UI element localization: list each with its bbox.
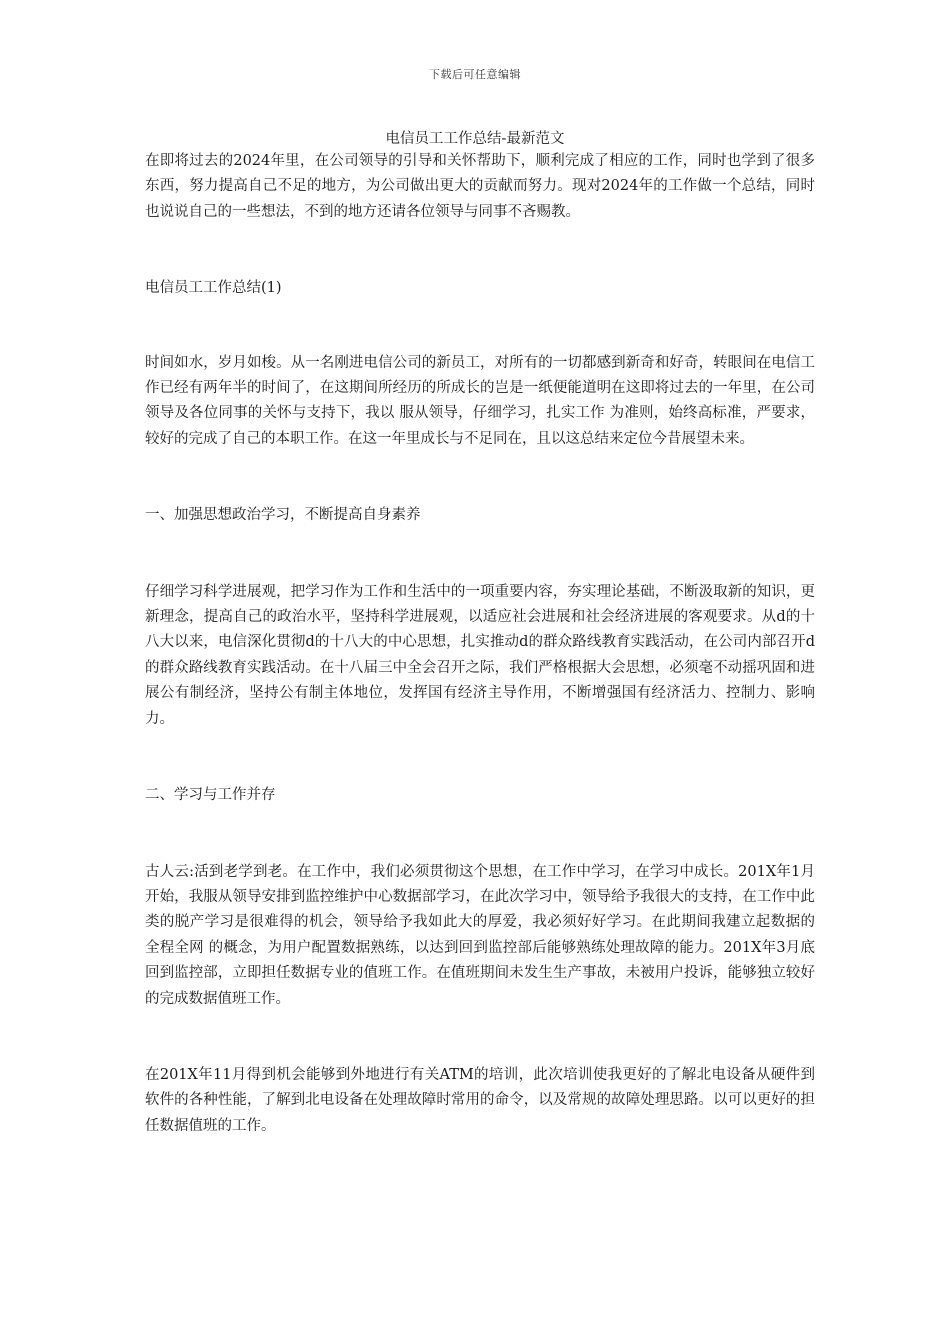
document-body (145, 149, 815, 1139)
spacer (145, 809, 815, 860)
intro-paragraph: 在即将过去的2024年里，在公司领导的引导和关怀帮助下，顺利完成了相应的工作，同时也学到了很多东西，努力提高自己不足的地方，为公司做出更大的贡献而努力。现对2024年的工作做一个总结，同时也说说自己的一些想法，不到的地方还请各位领导与同事不吝赐教。 (145, 153, 815, 220)
document-title: 电信员工工作总结-最新范文 (385, 131, 565, 147)
spacer (145, 529, 815, 580)
section-heading: 二、学习与工作并存 (145, 787, 276, 804)
spacer (145, 732, 815, 783)
body-paragraph: 古人云:活到老学到老。在工作中，我们必须贯彻这个思想，在工作中学习，在学习中成长。201X年1月开始，我服从领导安排到监控维护中心数据部学习，在此次学习中，领导给予我很大的支持，在工作中此类的脱产学习是很难得的机会，领导给予我如此大的厚爱，我必须好好学习。在此期间我建立起数据的 全程全网 的概念，为用户配置数据熟练，以达到回到监控部后能够熟练处理故障的能力。201X年3月底回到监控部，立即担任数据专业的值班工作。在值班期间未发生生产事故，未被用户投诉，能够独立较好的完成数据值班工作。 (145, 863, 815, 1007)
section-heading: 一、加强思想政治学习，不断提高自身素养 (145, 507, 421, 524)
spacer (145, 1012, 815, 1063)
body-paragraph: 仔细学习科学进展观，把学习作为工作和生活中的一项重要内容，夯实理论基础，不断汲取新的知识，更新理念，提高自己的政治水平，坚持科学进展观，以适应社会进展和社会经济进展的客观要求。从d的十八大以来，电信深化贯彻d的十八大的中心思想，扎实推动d的群众路线教育实践活动，在公司内部召开d的群众路线教育实践活动。在十八届三中全会召开之际，我们严格根据大会思想，必须毫不动摇巩固和进展公有制经济，坚持公有制主体地位，发挥国有经济主导作用，不断增强国有经济活力、控制力、影响力。 (145, 583, 815, 727)
spacer (145, 452, 815, 503)
body-paragraph: 在201X年11月得到机会能够到外地进行有关ATM的培训，此次培训使我更好的了解北电设备从硬件到软件的各种性能，了解到北电设备在处理故障时常用的命令，以及常规的故障处理思路。以可以更好的担任数据值班的工作。 (145, 1066, 815, 1134)
spacer (145, 225, 815, 276)
section-heading: 电信员工工作总结(1) (145, 280, 282, 297)
spacer (145, 302, 815, 351)
body-paragraph: 时间如水，岁月如梭。从一名刚进电信公司的新员工，对所有的一切都感到新奇和好奇，转眼间在电信工作已经有两年半的时间了，在这期间所经历的所成长的岂是一纸便能道明在这即将过去的一年里，在公司领导及各位同事的关怀与支持下，我以 服从领导，仔细学习，扎实工作 为准则，始终高标准，严要求，较好的完成了自己的本职工作。在这一年里成长与不足同在，且以这总结来定位今昔展望未来。 (145, 354, 815, 447)
header-note: 下载后可任意编辑 (429, 68, 521, 81)
